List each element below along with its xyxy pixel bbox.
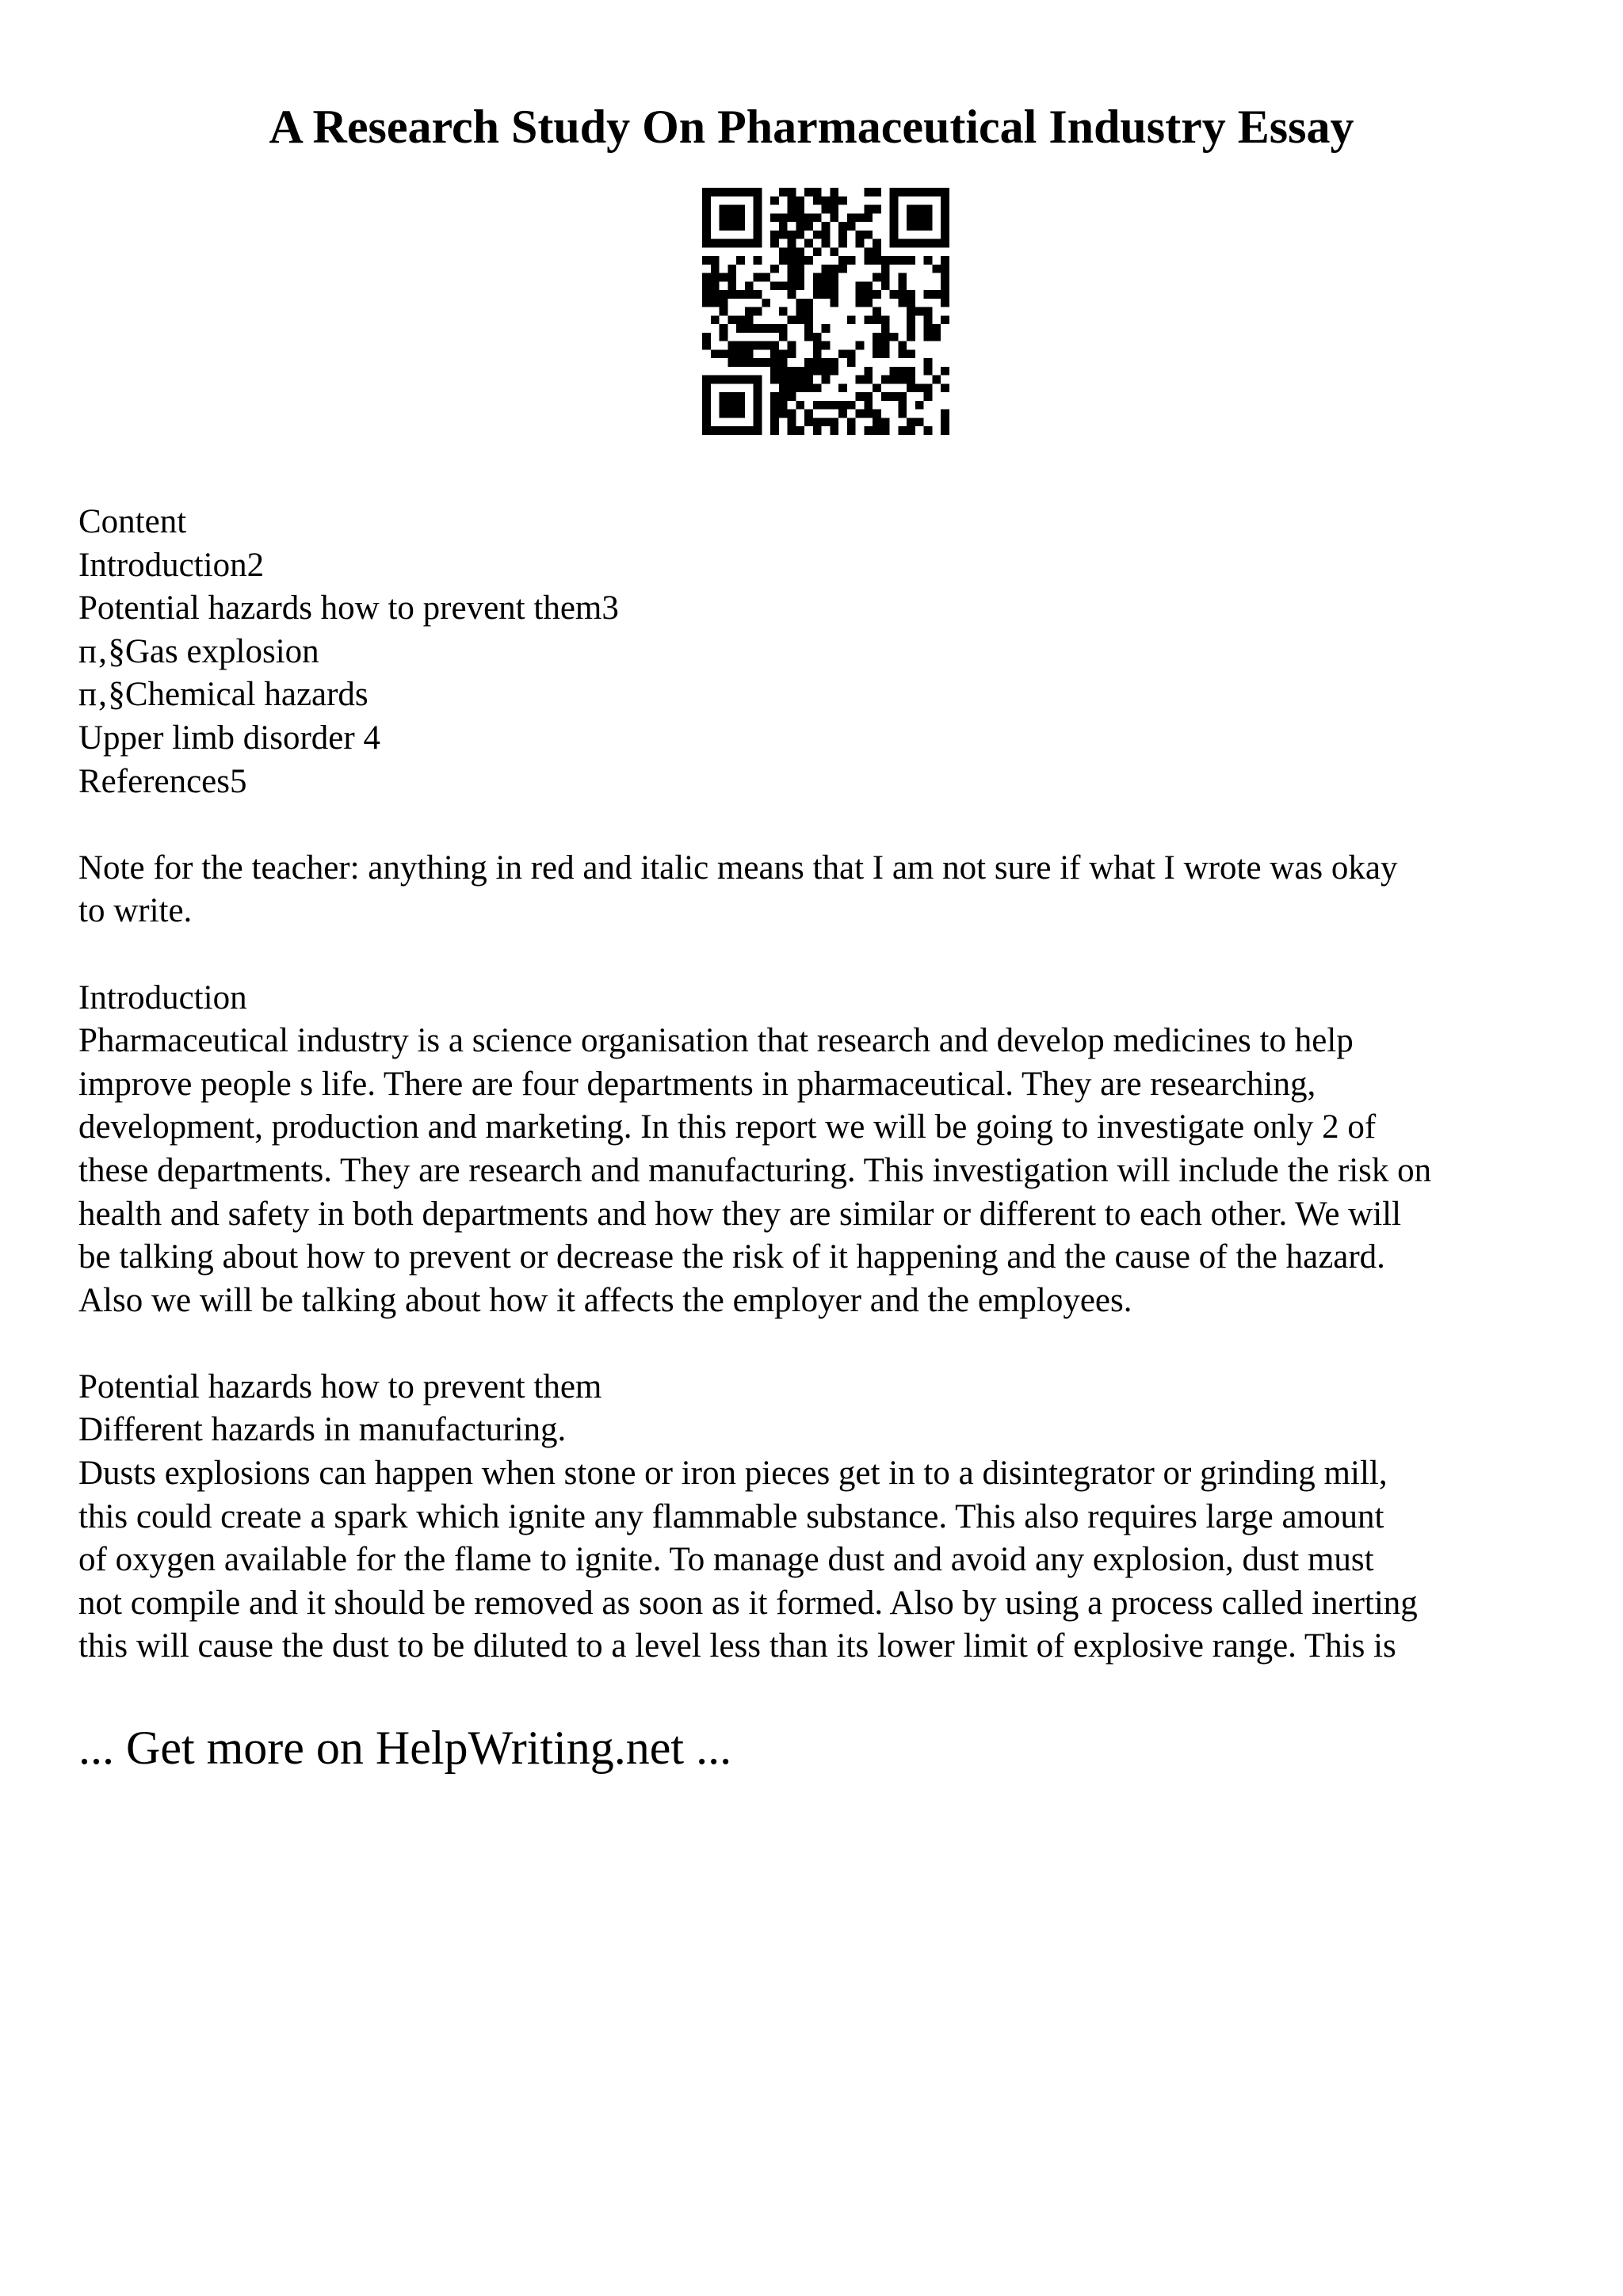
hazards-line: of oxygen available for the flame to ignite. To manage dust and avoid any explosion, dust must	[78, 1541, 1374, 1579]
note-line: Note for the teacher: anything in red and italic means that I am not sure if what I wrote was okay	[78, 849, 1398, 887]
introduction-line: improve people s life. There are four departments in pharmaceutical. They are researching,	[78, 1065, 1316, 1103]
qr-code-icon	[702, 188, 949, 435]
introduction-line: development, production and marketing. In this report we will be going to investigate only 2 of	[78, 1108, 1377, 1146]
hazards-line: this will cause the dust to be diluted to a level less than its lower limit of explosive range. This is	[78, 1627, 1396, 1665]
toc-item: References5	[78, 762, 247, 800]
paragraph-gap	[78, 1322, 1568, 1366]
introduction-line: Pharmaceutical industry is a science organisation that research and develop medicines to help	[78, 1022, 1354, 1060]
toc-item: п‚§Chemical hazards	[78, 676, 369, 714]
get-more-link[interactable]: ... Get more on HelpWriting.net ...	[78, 1722, 732, 1774]
toc-item: Upper limb disorder 4	[78, 719, 380, 757]
toc-item: Potential hazards how to prevent them3	[78, 589, 619, 627]
toc-heading: Content	[78, 503, 187, 540]
hazards-heading: Potential hazards how to prevent them	[78, 1367, 602, 1405]
hazards-line: this could create a spark which ignite any flammable substance. This also requires large amount	[78, 1497, 1384, 1535]
introduction-line: be talking about how to prevent or decrease the risk of it happening and the cause of the hazard.	[78, 1238, 1385, 1276]
toc-item: Introduction2	[78, 546, 265, 584]
hazards-line: Dusts explosions can happen when stone or iron pieces get in to a disintegrator or grinding mill,	[78, 1455, 1388, 1493]
hazards-subheading: Different hazards in manufacturing.	[78, 1411, 567, 1449]
document-title: A Research Study On Pharmaceutical Industry Essay	[269, 101, 1354, 153]
paragraph-gap	[78, 803, 1568, 847]
introduction-line: these departments. They are research and manufacturing. This investigation will include the risk on	[78, 1151, 1432, 1189]
toc-item: п‚§Gas explosion	[78, 632, 319, 670]
note-line: to write.	[78, 892, 193, 930]
paragraph-gap	[78, 933, 1568, 977]
introduction-heading: Introduction	[78, 978, 247, 1016]
document-body	[78, 501, 1568, 1669]
introduction-line: Also we will be talking about how it affects the employer and the employees.	[78, 1281, 1132, 1319]
hazards-line: not compile and it should be removed as soon as it formed. Also by using a process called inerting	[78, 1584, 1418, 1622]
introduction-line: health and safety in both departments and how they are similar or different to each other. We will	[78, 1195, 1402, 1233]
